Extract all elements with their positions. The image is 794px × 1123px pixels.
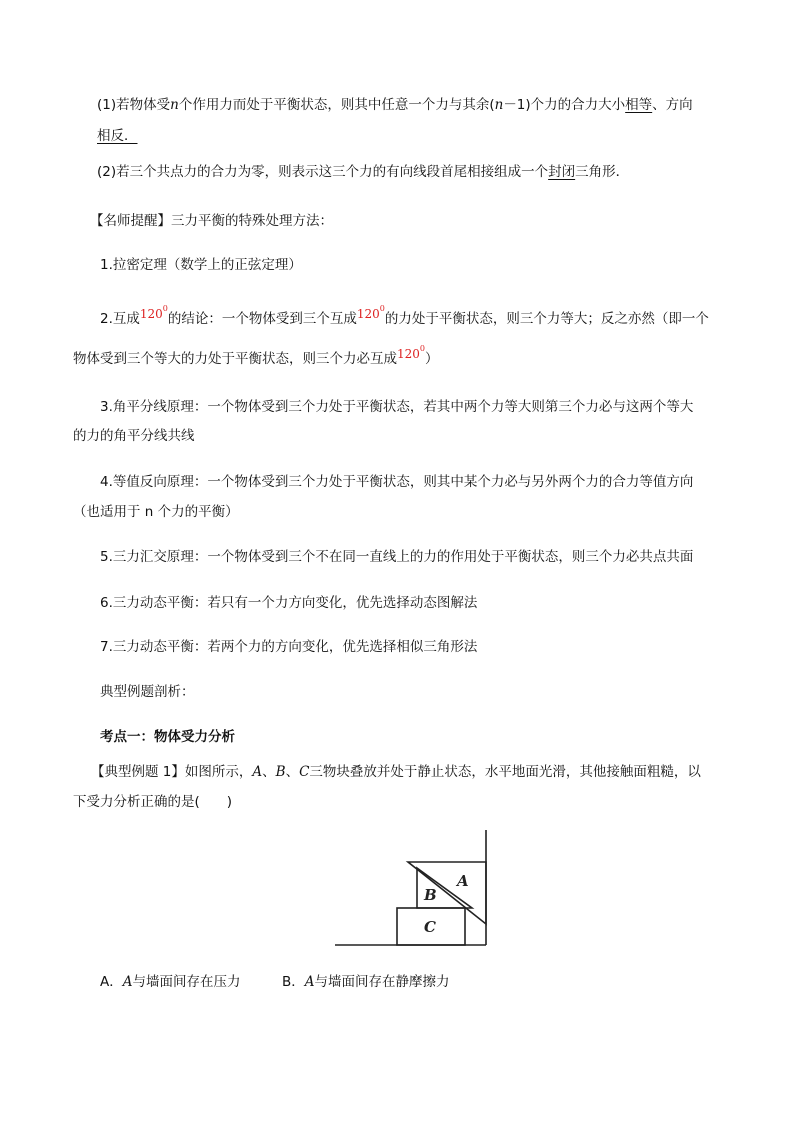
method-5: 5.三力汇交原理：一个物体受到三个不在同一直线上的力的作用处于平衡状态，则三个力必共点共面 [100,549,694,565]
degree-value: $120^0$ [397,344,425,361]
answer-underlined: 相等 [625,97,653,113]
label-a: A [457,872,469,890]
block-label: A [252,764,263,780]
variable-n: n [494,97,504,113]
text: (2)若三个共点力的合力为零，则表示这三个力的有向线段首尾相接组成一个 [97,164,549,180]
variable-n: n [170,97,179,113]
option-a: A．A与墙面间存在压力 [100,974,241,990]
degree-value: $120^0$ [356,304,385,321]
block-label: C [299,764,310,780]
answer-underlined: 相反． [97,128,138,144]
method-2-line-1 [100,304,709,328]
text: 、方向 [652,97,693,113]
example-1-line-1: 【典型例题 1】如图所示，A、B、C三物块叠放并处于静止状态，水平地面光滑，其他接触面粗糙，以 [91,764,701,780]
text: 物体受到三个等大的力处于平衡状态，则三个力必互成 [73,351,397,367]
text: 三物块叠放并处于静止状态，水平地面光滑，其他接触面粗糙，以 [309,764,701,780]
text: 的结论：一个物体受到三个互成 [167,311,357,327]
method-3-line-1: 3.角平分线原理：一个物体受到三个力处于平衡状态，若其中两个力等大则第三个力必与这两个等大 [100,399,694,415]
label-c: C [424,918,436,936]
block-label: A [304,974,315,990]
blocks-diagram [330,828,495,950]
block-label: B [275,764,286,780]
text: 与墙面间存在静摩擦力 [314,974,450,990]
paragraph-1-line-1 [97,96,693,114]
text: 个作用力而处于平衡状态，则其中任意一个力与其余( [178,97,495,113]
text: (1)若物体受 [97,97,171,113]
text: 三角形． [575,164,630,180]
text: 【典型例题 1】如图所示， [91,764,253,780]
paragraph-2 [97,163,629,181]
method-2-line-2 [73,344,439,368]
method-7: 7.三力动态平衡：若两个力的方向变化，优先选择相似三角形法 [100,639,478,655]
option-b: B．A与墙面间存在静摩擦力 [282,974,450,990]
degree-value: $120^0$ [139,304,168,321]
tip-heading: 【名师提醒】三力平衡的特殊处理方法： [90,213,333,229]
topic-heading: 考点一：物体受力分析 [100,729,235,745]
paragraph-1-line-2 [97,127,138,145]
method-3-line-2: 的力的角平分线共线 [73,428,195,444]
block-a [408,862,486,924]
method-6: 6.三力动态平衡：若只有一个力方向变化，优先选择动态图解法 [100,595,478,611]
method-4-line-2: （也适用于 n 个力的平衡） [73,504,239,520]
answer-underlined: 封闭 [548,164,576,180]
text: 的力处于平衡状态，则三个力等大；反之亦然（即一个 [384,311,709,327]
text: 与墙面间存在压力 [132,974,241,990]
text: ） [425,351,439,367]
block-label: A [122,974,133,990]
text: －1)个力的合力大小 [503,97,626,113]
label-b: B [424,886,437,904]
example-1-line-2: 下受力分析正确的是( ) [73,794,233,810]
text: 2.互成 [100,311,140,327]
method-4-line-1: 4.等值反向原理：一个物体受到三个力处于平衡状态，则其中某个力必与另外两个力的合力等值方向 [100,474,694,490]
typical-examples-heading: 典型例题剖析： [100,684,195,700]
method-1: 1.拉密定理（数学上的正弦定理） [100,257,302,273]
